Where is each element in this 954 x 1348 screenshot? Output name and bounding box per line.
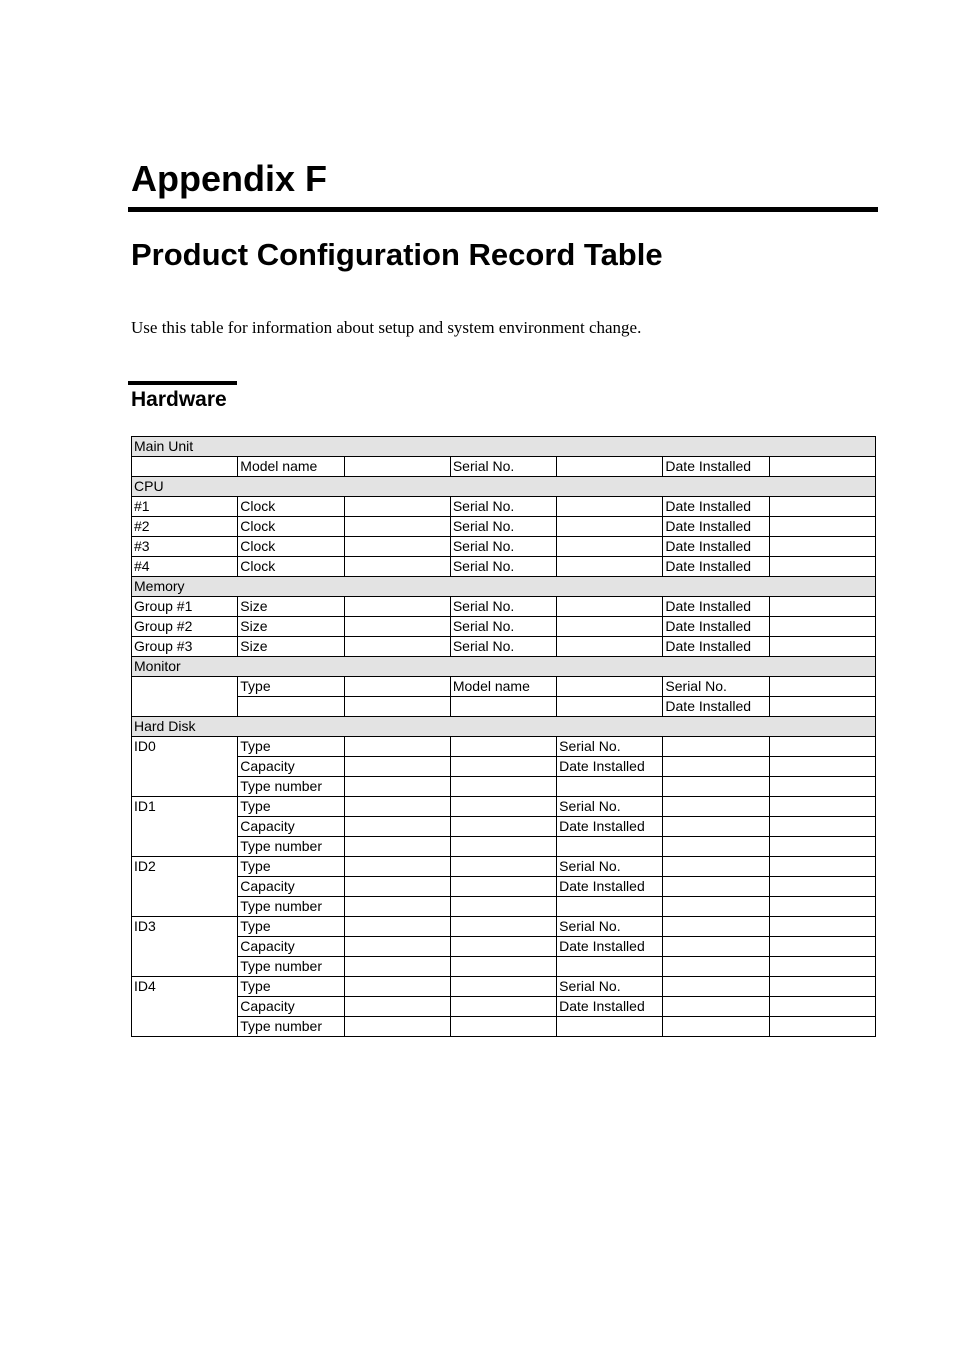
table-entry-cell[interactable]	[557, 617, 663, 637]
table-cell: Size	[238, 597, 344, 617]
table-cell: Date Installed	[663, 457, 769, 477]
table-group-header-row	[132, 717, 876, 737]
table-row	[132, 857, 876, 877]
table-entry-cell[interactable]	[557, 957, 663, 977]
table-cell: Serial No.	[663, 677, 769, 697]
table-cell: Group #1	[132, 597, 238, 617]
table-entry-cell[interactable]	[769, 817, 875, 837]
table-entry-cell[interactable]	[344, 817, 450, 837]
table-cell: Date Installed	[557, 997, 663, 1017]
table-group-header-row	[132, 577, 876, 597]
table-cell: Date Installed	[663, 517, 769, 537]
table-cell: Type number	[238, 777, 344, 797]
table-cell: Serial No.	[557, 857, 663, 877]
table-cell: Model name	[238, 457, 344, 477]
table-entry-cell[interactable]	[344, 997, 450, 1017]
table-cell: Type	[238, 917, 344, 937]
table-entry-cell[interactable]	[344, 557, 450, 577]
table-entry-cell[interactable]	[663, 997, 769, 1017]
table-cell: Serial No.	[450, 497, 556, 517]
table-entry-cell[interactable]	[663, 857, 769, 877]
table-entry-cell[interactable]	[769, 697, 875, 717]
table-entry-cell[interactable]	[344, 957, 450, 977]
table-entry-cell[interactable]	[450, 737, 556, 757]
table-entry-cell[interactable]	[557, 677, 663, 697]
table-row	[132, 557, 876, 577]
table-entry-cell[interactable]	[557, 637, 663, 657]
subsection-title: Hardware	[131, 388, 227, 411]
table-row	[132, 537, 876, 557]
table-entry-cell[interactable]	[663, 917, 769, 937]
table-cell: Capacity	[238, 817, 344, 837]
table-cell: Type number	[238, 837, 344, 857]
table-cell: Serial No.	[450, 517, 556, 537]
appendix-title: Appendix F	[131, 158, 327, 199]
table-cell: Group #3	[132, 637, 238, 657]
table-entry-cell[interactable]	[344, 697, 450, 717]
table-entry-cell[interactable]	[557, 837, 663, 857]
table-entry-cell[interactable]	[557, 1017, 663, 1037]
table-entry-cell[interactable]	[344, 537, 450, 557]
table-cell: Type	[238, 737, 344, 757]
table-row	[132, 937, 876, 957]
table-entry-cell[interactable]	[557, 517, 663, 537]
table-entry-cell[interactable]	[663, 757, 769, 777]
table-entry-cell[interactable]	[663, 737, 769, 757]
table-body	[132, 437, 876, 1037]
table-cell: ID2	[132, 857, 238, 917]
table-row	[132, 617, 876, 637]
table-entry-cell[interactable]	[663, 897, 769, 917]
table-cell: Serial No.	[557, 737, 663, 757]
table-cell: Serial No.	[557, 797, 663, 817]
intro-text: Use this table for information about setup and system environment change.	[131, 318, 642, 337]
table-entry-cell[interactable]	[663, 777, 769, 797]
table-cell: Serial No.	[450, 617, 556, 637]
table-group-label: Hard Disk	[132, 717, 876, 737]
table-entry-cell[interactable]	[769, 897, 875, 917]
table-entry-cell[interactable]	[344, 857, 450, 877]
table-entry-cell[interactable]	[450, 817, 556, 837]
table-cell: Date Installed	[557, 877, 663, 897]
table-cell: Serial No.	[450, 557, 556, 577]
table-row	[132, 977, 876, 997]
table-cell: Date Installed	[663, 697, 769, 717]
table-cell: Clock	[238, 537, 344, 557]
table-entry-cell[interactable]	[769, 877, 875, 897]
table-entry-cell[interactable]	[769, 637, 875, 657]
table-row	[132, 817, 876, 837]
table-cell: #1	[132, 497, 238, 517]
table-cell: Clock	[238, 517, 344, 537]
table-row	[132, 777, 876, 797]
table-group-header-row	[132, 437, 876, 457]
table-cell: Size	[238, 637, 344, 657]
subsection-rule	[128, 381, 237, 385]
table-entry-cell[interactable]	[769, 757, 875, 777]
table-entry-cell[interactable]	[769, 917, 875, 937]
table-entry-cell[interactable]	[557, 597, 663, 617]
table-cell: Date Installed	[663, 537, 769, 557]
table-cell: Type number	[238, 897, 344, 917]
table-cell: Capacity	[238, 757, 344, 777]
table-entry-cell[interactable]	[344, 517, 450, 537]
table-cell: Type	[238, 677, 344, 697]
table-cell: Serial No.	[557, 917, 663, 937]
table-cell: Serial No.	[450, 537, 556, 557]
table-entry-cell[interactable]	[344, 897, 450, 917]
table-entry-cell[interactable]	[450, 1017, 556, 1037]
table-entry-cell[interactable]	[769, 857, 875, 877]
table-cell: Model name	[450, 677, 556, 697]
table-cell: Capacity	[238, 937, 344, 957]
table-entry-cell[interactable]	[132, 677, 238, 717]
table-cell: #2	[132, 517, 238, 537]
table-entry-cell[interactable]	[769, 517, 875, 537]
table-group-header-row	[132, 477, 876, 497]
table-entry-cell[interactable]	[450, 777, 556, 797]
table-entry-cell[interactable]	[769, 497, 875, 517]
table-entry-cell[interactable]	[769, 617, 875, 637]
table-cell: Capacity	[238, 997, 344, 1017]
table-cell: Serial No.	[450, 457, 556, 477]
table-entry-cell[interactable]	[344, 937, 450, 957]
table-row	[132, 457, 876, 477]
table-row	[132, 1017, 876, 1037]
table-row	[132, 997, 876, 1017]
table-row	[132, 697, 876, 717]
table-entry-cell[interactable]	[769, 597, 875, 617]
table-entry-cell[interactable]	[769, 677, 875, 697]
table-entry-cell[interactable]	[450, 697, 556, 717]
table-entry-cell[interactable]	[450, 837, 556, 857]
table-cell: Capacity	[238, 877, 344, 897]
table-group-label: Main Unit	[132, 437, 876, 457]
table-entry-cell[interactable]	[344, 597, 450, 617]
table-entry-cell[interactable]	[344, 837, 450, 857]
table-entry-cell[interactable]	[769, 997, 875, 1017]
table-cell: ID0	[132, 737, 238, 797]
table-cell: #3	[132, 537, 238, 557]
table-entry-cell[interactable]	[450, 937, 556, 957]
table-entry-cell[interactable]	[450, 757, 556, 777]
table-entry-cell[interactable]	[769, 977, 875, 997]
table-cell: Type	[238, 857, 344, 877]
table-cell: ID3	[132, 917, 238, 977]
table-entry-cell[interactable]	[344, 1017, 450, 1037]
table-entry-cell[interactable]	[344, 977, 450, 997]
table-cell: Date Installed	[663, 637, 769, 657]
table-row	[132, 837, 876, 857]
table-cell: Serial No.	[557, 977, 663, 997]
section-title: Product Configuration Record Table	[131, 237, 663, 272]
table-entry-cell[interactable]	[663, 817, 769, 837]
table-row	[132, 757, 876, 777]
table-entry-cell[interactable]	[769, 957, 875, 977]
table-cell: Group #2	[132, 617, 238, 637]
title-rule	[128, 207, 878, 212]
table-entry-cell[interactable]	[450, 897, 556, 917]
table-row	[132, 917, 876, 937]
table-cell: Type number	[238, 1017, 344, 1037]
table-entry-cell[interactable]	[557, 897, 663, 917]
table-entry-cell[interactable]	[663, 937, 769, 957]
table-entry-cell[interactable]	[344, 457, 450, 477]
table-row	[132, 597, 876, 617]
table-entry-cell[interactable]	[450, 957, 556, 977]
table-entry-cell[interactable]	[769, 1017, 875, 1037]
table-cell: Date Installed	[663, 597, 769, 617]
table-entry-cell[interactable]	[663, 797, 769, 817]
table-entry-cell[interactable]	[344, 497, 450, 517]
table-entry-cell[interactable]	[663, 877, 769, 897]
table-entry-cell[interactable]	[557, 537, 663, 557]
table-entry-cell[interactable]	[557, 697, 663, 717]
table-entry-cell[interactable]	[344, 677, 450, 697]
table-entry-cell[interactable]	[663, 957, 769, 977]
table-group-header-row	[132, 657, 876, 677]
table-entry-cell[interactable]	[344, 877, 450, 897]
table-entry-cell[interactable]	[344, 737, 450, 757]
table-entry-cell[interactable]	[450, 877, 556, 897]
table-entry-cell[interactable]	[557, 457, 663, 477]
table-cell: Date Installed	[557, 757, 663, 777]
table-entry-cell[interactable]	[769, 837, 875, 857]
table-entry-cell[interactable]	[344, 617, 450, 637]
table-cell: Clock	[238, 497, 344, 517]
table-row	[132, 517, 876, 537]
table-cell: ID1	[132, 797, 238, 857]
table-entry-cell[interactable]	[450, 977, 556, 997]
table-entry-cell[interactable]	[557, 777, 663, 797]
table-cell: Date Installed	[663, 617, 769, 637]
table-cell: Type	[238, 797, 344, 817]
table-cell: Type	[238, 977, 344, 997]
table-cell: Clock	[238, 557, 344, 577]
table-entry-cell[interactable]	[450, 797, 556, 817]
table-cell: Type number	[238, 957, 344, 977]
table-cell: Date Installed	[663, 557, 769, 577]
table-entry-cell[interactable]	[344, 637, 450, 657]
table-row	[132, 737, 876, 757]
table-entry-cell[interactable]	[450, 917, 556, 937]
table-entry-cell[interactable]	[450, 857, 556, 877]
table-entry-cell[interactable]	[769, 737, 875, 757]
table-entry-cell[interactable]	[769, 777, 875, 797]
table-cell: #4	[132, 557, 238, 577]
table-row	[132, 897, 876, 917]
table-entry-cell[interactable]	[344, 797, 450, 817]
table-row	[132, 677, 876, 697]
table-row	[132, 797, 876, 817]
table-entry-cell[interactable]	[557, 497, 663, 517]
table-entry-cell[interactable]	[344, 777, 450, 797]
table-entry-cell[interactable]	[769, 457, 875, 477]
table-row	[132, 637, 876, 657]
table-group-label: Memory	[132, 577, 876, 597]
table-cell: Date Installed	[557, 937, 663, 957]
table-entry-cell[interactable]	[344, 757, 450, 777]
table-cell: Date Installed	[663, 497, 769, 517]
table-entry-cell[interactable]	[557, 557, 663, 577]
table-entry-cell[interactable]	[450, 997, 556, 1017]
table-cell: Date Installed	[557, 817, 663, 837]
table-cell: ID4	[132, 977, 238, 1037]
table-group-label: Monitor	[132, 657, 876, 677]
table-entry-cell[interactable]	[769, 537, 875, 557]
table-row	[132, 957, 876, 977]
configuration-record-table	[131, 436, 876, 1037]
table-entry-cell[interactable]	[769, 797, 875, 817]
table-row	[132, 877, 876, 897]
table-entry-cell[interactable]	[238, 697, 344, 717]
table-group-label: CPU	[132, 477, 876, 497]
table-cell: Serial No.	[450, 597, 556, 617]
table-entry-cell[interactable]	[344, 917, 450, 937]
table-entry-cell[interactable]	[769, 937, 875, 957]
table-entry-cell[interactable]	[663, 977, 769, 997]
table-entry-cell[interactable]	[663, 837, 769, 857]
table-cell: Serial No.	[450, 637, 556, 657]
table-cell: Size	[238, 617, 344, 637]
table-entry-cell[interactable]	[663, 1017, 769, 1037]
table-row	[132, 497, 876, 517]
table-entry-cell[interactable]	[769, 557, 875, 577]
table-entry-cell[interactable]	[132, 457, 238, 477]
